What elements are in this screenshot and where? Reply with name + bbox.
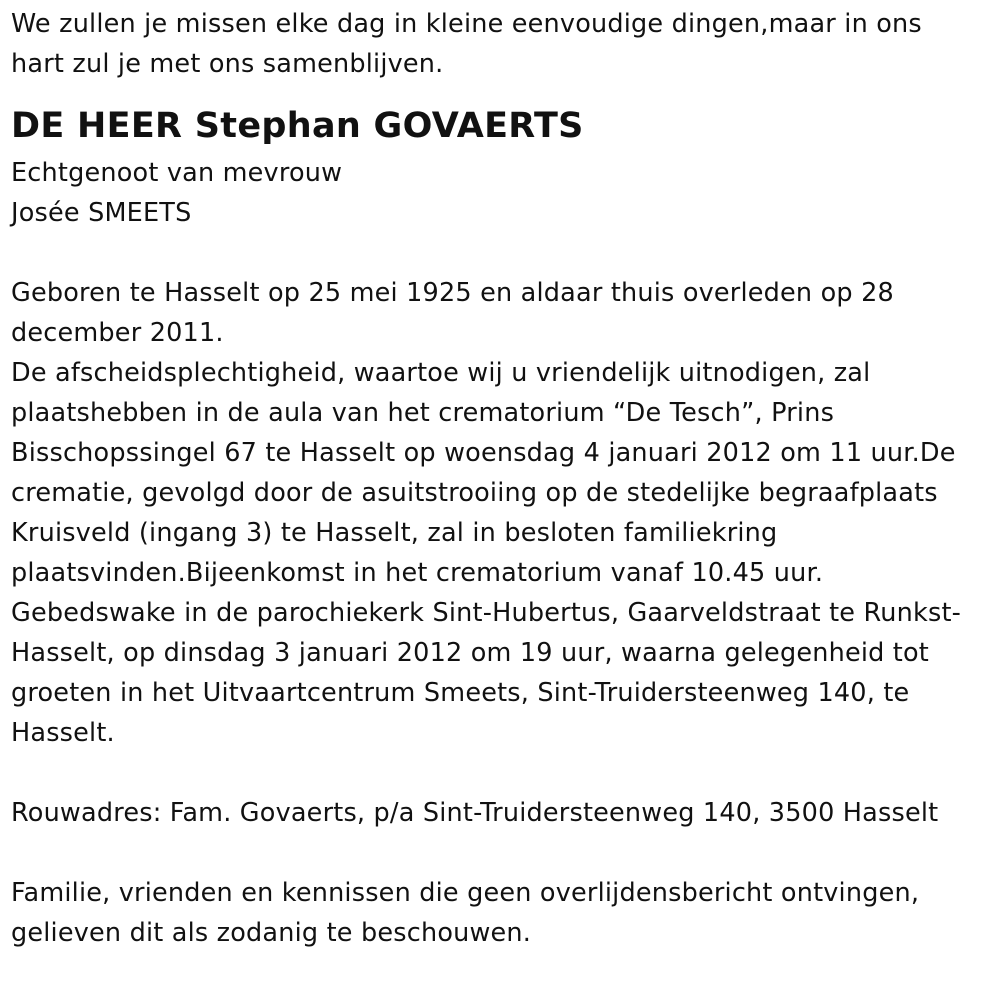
announcement-line: plaatshebben in de aula van het crematorium “De Tesch”, Prins bbox=[11, 398, 835, 428]
announcement-line: Geboren te Hasselt op 25 mei 1925 en aldaar thuis overleden op 28 bbox=[11, 278, 894, 308]
announcement-line: De afscheidsplechtigheid, waartoe wij u vriendelijk uitnodigen, zal bbox=[11, 358, 871, 388]
announcement-line: Hasselt. bbox=[11, 718, 115, 748]
death-notice bbox=[11, 4, 991, 953]
announcement-line: groeten in het Uitvaartcentrum Smeets, Sint-Truidersteenweg 140, te bbox=[11, 678, 910, 708]
epigraph-line-1: We zullen je missen elke dag in kleine eenvoudige dingen,maar in ons bbox=[11, 9, 922, 39]
mourning-address: Rouwadres: Fam. Govaerts, p/a Sint-Truidersteenweg 140, 3500 Hasselt bbox=[11, 798, 939, 828]
announcement-line: Kruisveld (ingang 3) te Hasselt, zal in besloten familiekring bbox=[11, 518, 778, 548]
announcement-line: december 2011. bbox=[11, 318, 224, 348]
announcement-line: crematie, gevolgd door de asuitstrooiing op de stedelijke begraafplaats bbox=[11, 478, 938, 508]
closing-line-1: Familie, vrienden en kennissen die geen overlijdensbericht ontvingen, bbox=[11, 878, 920, 908]
spouse-line-1: Echtgenoot van mevrouw bbox=[11, 158, 343, 188]
announcement-line: Gebedswake in de parochiekerk Sint-Hubertus, Gaarveldstraat te Runkst- bbox=[11, 598, 962, 628]
spacer bbox=[11, 833, 991, 873]
spouse-line-2: Josée SMEETS bbox=[11, 198, 192, 228]
epigraph-line-2: hart zul je met ons samenblijven. bbox=[11, 49, 444, 79]
announcement-line: Hasselt, op dinsdag 3 januari 2012 om 19 uur, waarna gelegenheid tot bbox=[11, 638, 930, 668]
announcement-line: Bisschopssingel 67 te Hasselt op woensdag 4 januari 2012 om 11 uur.De bbox=[11, 438, 956, 468]
closing-line-2: gelieven dit als zodanig te beschouwen. bbox=[11, 918, 532, 948]
spacer bbox=[11, 753, 991, 793]
spacer bbox=[11, 233, 991, 273]
deceased-name: DE HEER Stephan GOVAERTS bbox=[11, 106, 584, 146]
announcement-paragraph bbox=[11, 273, 991, 753]
announcement-line: plaatsvinden.Bijeenkomst in het crematorium vanaf 10.45 uur. bbox=[11, 558, 824, 588]
